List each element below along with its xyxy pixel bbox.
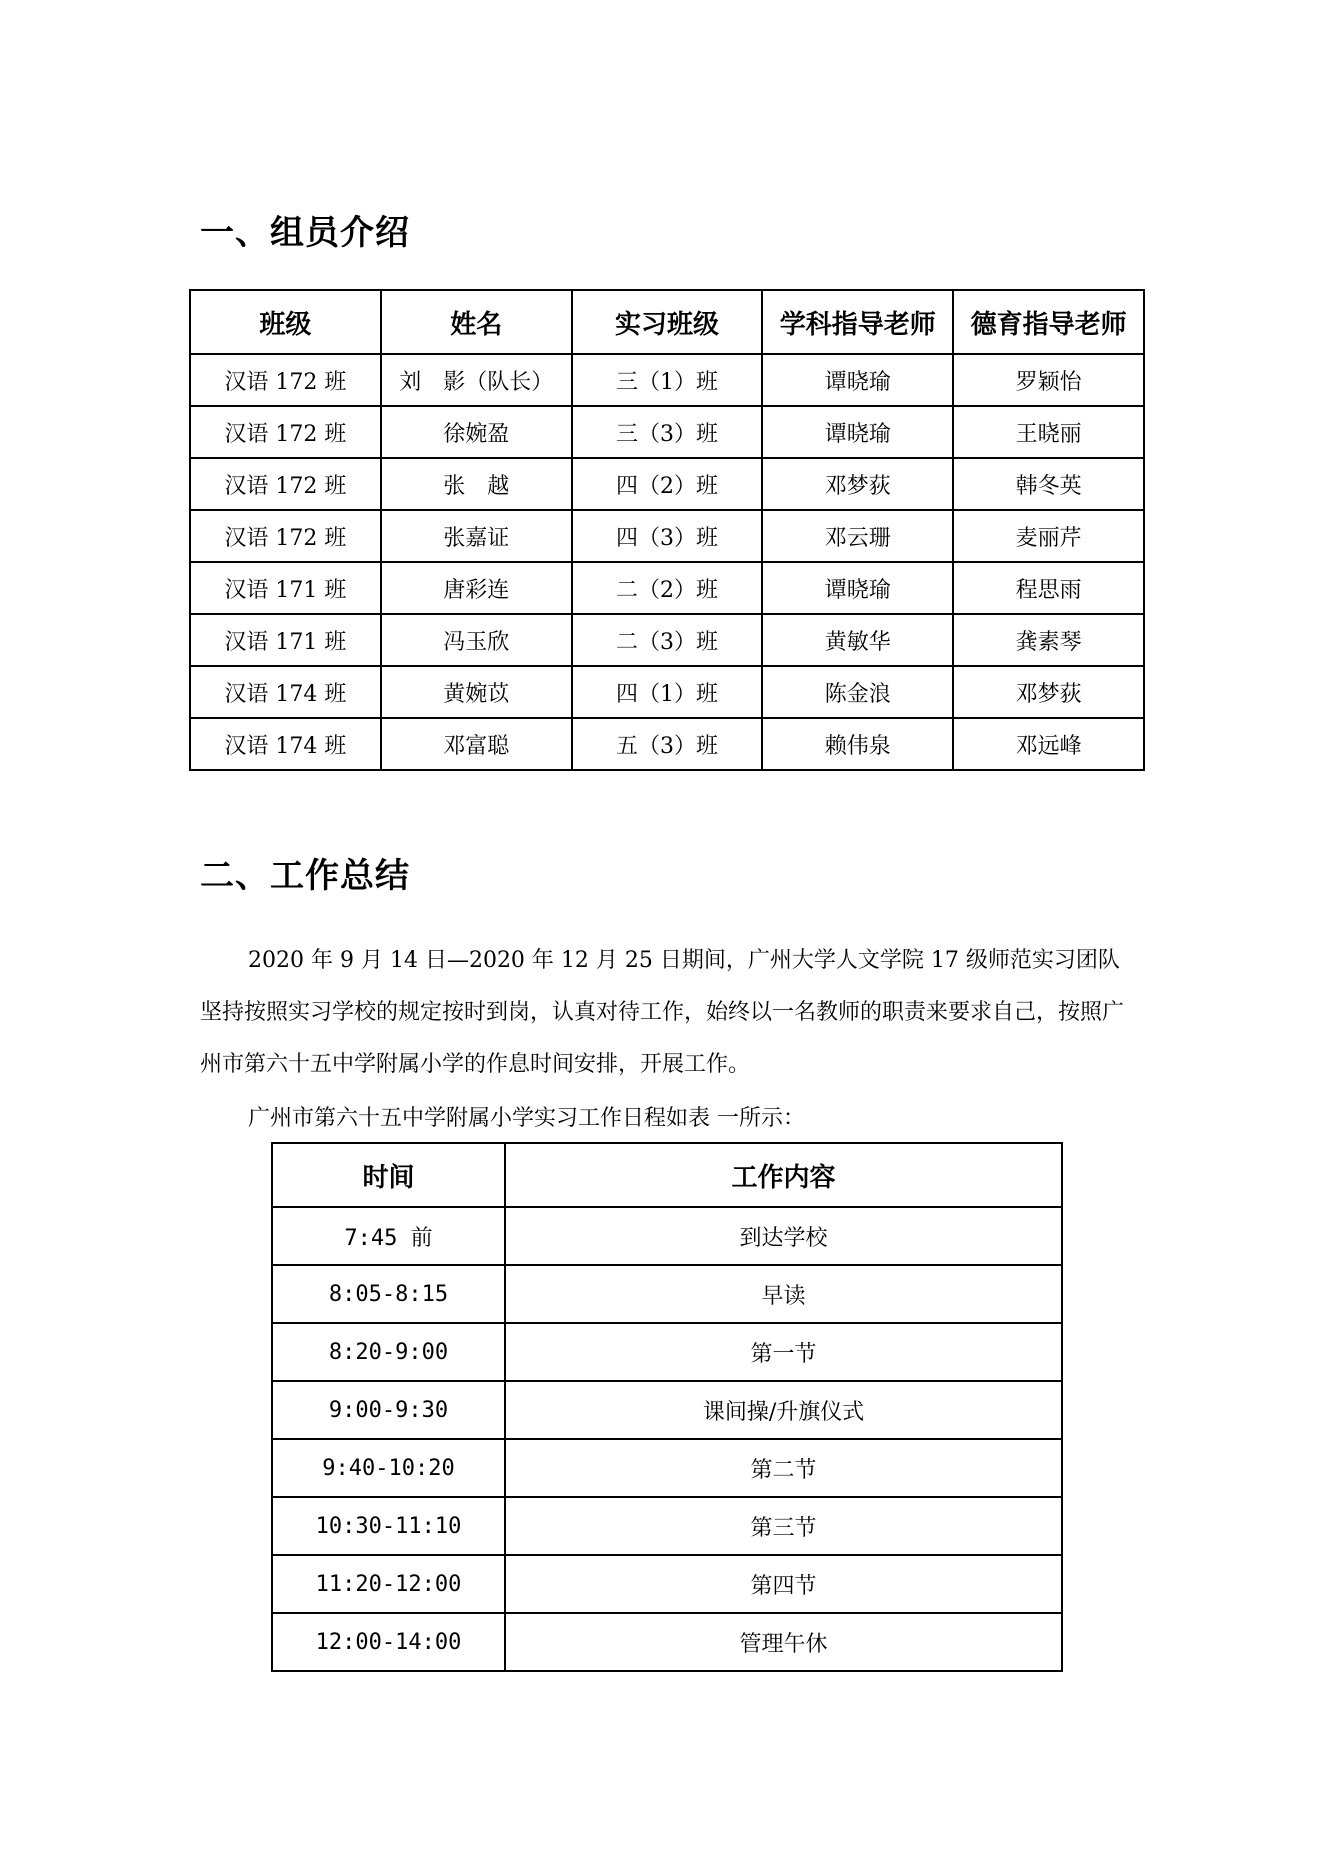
cell-name: 张 越 [381,458,572,510]
cell-class: 汉语 172 班 [190,510,381,562]
cell-intern-class: 二（3）班 [572,614,763,666]
cell-intern-class: 三（3）班 [572,406,763,458]
table-row [272,1265,1062,1323]
schedule-intro-paragraph: 广州市第六十五中学附属小学实习工作日程如表 一所示： [248,1106,805,1131]
cell-time: 10:30-11:10 [272,1497,505,1555]
cell-time: 9:40-10:20 [272,1439,505,1497]
column-header-subject-advisor: 学科指导老师 [762,290,953,354]
cell-class: 汉语 172 班 [190,406,381,458]
cell-intern-class: 二（2）班 [572,562,763,614]
cell-name: 邓富聪 [381,718,572,770]
cell-intern-class: 四（1）班 [572,666,763,718]
cell-moral-advisor: 王晓丽 [953,406,1144,458]
cell-moral-advisor: 韩冬英 [953,458,1144,510]
cell-work-content: 课间操/升旗仪式 [505,1381,1062,1439]
cell-time: 12:00-14:00 [272,1613,505,1671]
table-row [272,1323,1062,1381]
cell-moral-advisor: 龚素琴 [953,614,1144,666]
cell-intern-class: 四（2）班 [572,458,763,510]
column-header-class: 班级 [190,290,381,354]
section-title-members: 一、组员介绍 [200,213,410,253]
table-row [190,510,1144,562]
cell-time: 7:45 前 [272,1207,505,1265]
cell-time: 8:20-9:00 [272,1323,505,1381]
cell-moral-advisor: 麦丽芹 [953,510,1144,562]
cell-class: 汉语 171 班 [190,614,381,666]
cell-class: 汉语 174 班 [190,666,381,718]
cell-class: 汉语 174 班 [190,718,381,770]
column-header-name: 姓名 [381,290,572,354]
cell-time: 9:00-9:30 [272,1381,505,1439]
cell-work-content: 第二节 [505,1439,1062,1497]
section-title-work-summary: 二、工作总结 [200,856,410,896]
cell-class: 汉语 171 班 [190,562,381,614]
table-row [272,1439,1062,1497]
cell-work-content: 管理午休 [505,1613,1062,1671]
table-row [272,1555,1062,1613]
table-row [190,718,1144,770]
table-header-row [272,1143,1062,1207]
cell-intern-class: 四（3）班 [572,510,763,562]
cell-subject-advisor: 黄敏华 [762,614,953,666]
cell-work-content: 到达学校 [505,1207,1062,1265]
table-row [272,1613,1062,1671]
cell-name: 黄婉苡 [381,666,572,718]
cell-name: 张嘉证 [381,510,572,562]
table-row [190,354,1144,406]
table-row [272,1381,1062,1439]
cell-time: 8:05-8:15 [272,1265,505,1323]
table-row [190,614,1144,666]
cell-class: 汉语 172 班 [190,458,381,510]
cell-moral-advisor: 程思雨 [953,562,1144,614]
cell-subject-advisor: 陈金浪 [762,666,953,718]
cell-moral-advisor: 罗颖怡 [953,354,1144,406]
table-row [190,406,1144,458]
cell-subject-advisor: 邓梦荻 [762,458,953,510]
cell-work-content: 第四节 [505,1555,1062,1613]
column-header-intern-class: 实习班级 [572,290,763,354]
cell-intern-class: 五（3）班 [572,718,763,770]
table-row [190,666,1144,718]
cell-work-content: 第一节 [505,1323,1062,1381]
cell-subject-advisor: 邓云珊 [762,510,953,562]
table-row [272,1497,1062,1555]
cell-moral-advisor: 邓梦荻 [953,666,1144,718]
table-row [272,1207,1062,1265]
column-header-moral-advisor: 德育指导老师 [953,290,1144,354]
column-header-work-content: 工作内容 [505,1143,1062,1207]
cell-name: 唐彩连 [381,562,572,614]
cell-moral-advisor: 邓远峰 [953,718,1144,770]
cell-name: 冯玉欣 [381,614,572,666]
cell-work-content: 第三节 [505,1497,1062,1555]
cell-name: 徐婉盈 [381,406,572,458]
cell-class: 汉语 172 班 [190,354,381,406]
summary-paragraph: 2020 年 9 月 14 日—2020 年 12 月 25 日期间，广州大学人文学院 17 级师范实习团队坚持按照实习学校的规定按时到岗，认真对待工作，始终以一名教师的职责来要求自己，按照广州市第六十五中学附属小学的作息时间安排，开展工作。 [200,948,1125,1077]
cell-name: 刘 影（队长） [381,354,572,406]
cell-intern-class: 三（1）班 [572,354,763,406]
cell-work-content: 早读 [505,1265,1062,1323]
cell-subject-advisor: 谭晓瑜 [762,562,953,614]
cell-subject-advisor: 谭晓瑜 [762,354,953,406]
cell-subject-advisor: 赖伟泉 [762,718,953,770]
members-table [189,289,1145,771]
schedule-table [271,1142,1063,1672]
column-header-time: 时间 [272,1143,505,1207]
table-row [190,458,1144,510]
cell-time: 11:20-12:00 [272,1555,505,1613]
table-row [190,562,1144,614]
cell-subject-advisor: 谭晓瑜 [762,406,953,458]
table-header-row [190,290,1144,354]
